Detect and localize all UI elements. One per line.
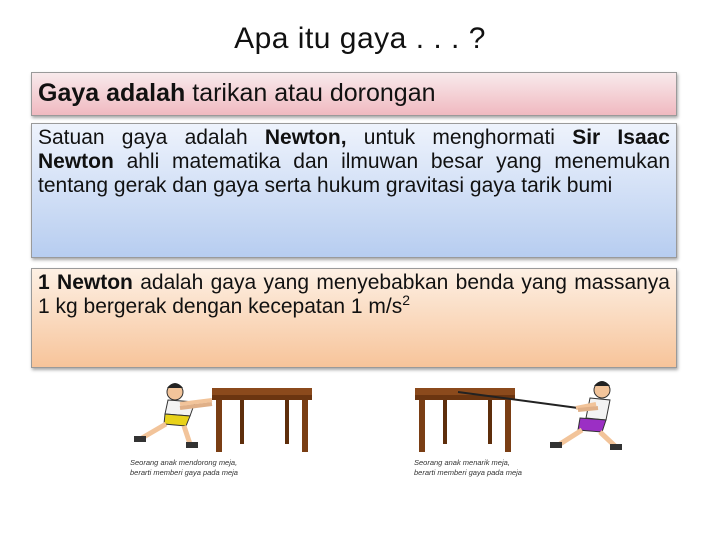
push-caption-line-2: berarti memberi gaya pada meja bbox=[130, 468, 238, 477]
child-pulling-icon bbox=[550, 381, 622, 450]
unit-text-3: ahli matematika dan ilmuwan besar yang menemukan tentang gerak dan gaya serta hukum gravitasi gaya tarik bumi bbox=[38, 150, 670, 197]
newton-exponent: 2 bbox=[402, 292, 411, 308]
pull-caption-line-2: berarti memberi gaya pada meja bbox=[414, 468, 522, 477]
unit-newton: Newton, bbox=[264, 126, 347, 149]
table-top bbox=[415, 388, 515, 395]
newton-bold: 1 Newton bbox=[38, 271, 133, 294]
push-table-illustration bbox=[120, 378, 320, 458]
child-pushing-icon bbox=[134, 383, 212, 448]
definition-bold: Gaya adalah bbox=[38, 79, 186, 107]
pull-table-illustration bbox=[410, 378, 630, 458]
push-caption-line-1: Seorang anak mendorong meja, bbox=[130, 458, 238, 467]
newton-definition-box bbox=[31, 268, 677, 368]
unit-box bbox=[31, 123, 677, 258]
unit-sir-isaac-newton: Sir Isaac Newton bbox=[38, 126, 670, 173]
table-top bbox=[212, 388, 312, 395]
newton-text: adalah gaya yang menyebabkan benda yang massanya 1 kg bergerak dengan kecepatan 1 m/s bbox=[38, 271, 670, 318]
definition-box bbox=[31, 72, 677, 116]
unit-text-1: Satuan gaya adalah bbox=[38, 126, 265, 149]
unit-text-2: untuk menghormati bbox=[346, 126, 573, 149]
slide-title: Apa itu gaya . . . ? bbox=[234, 22, 486, 55]
pull-caption-line-1: Seorang anak menarik meja, bbox=[414, 458, 510, 467]
definition-text: tarikan atau dorongan bbox=[185, 79, 436, 107]
